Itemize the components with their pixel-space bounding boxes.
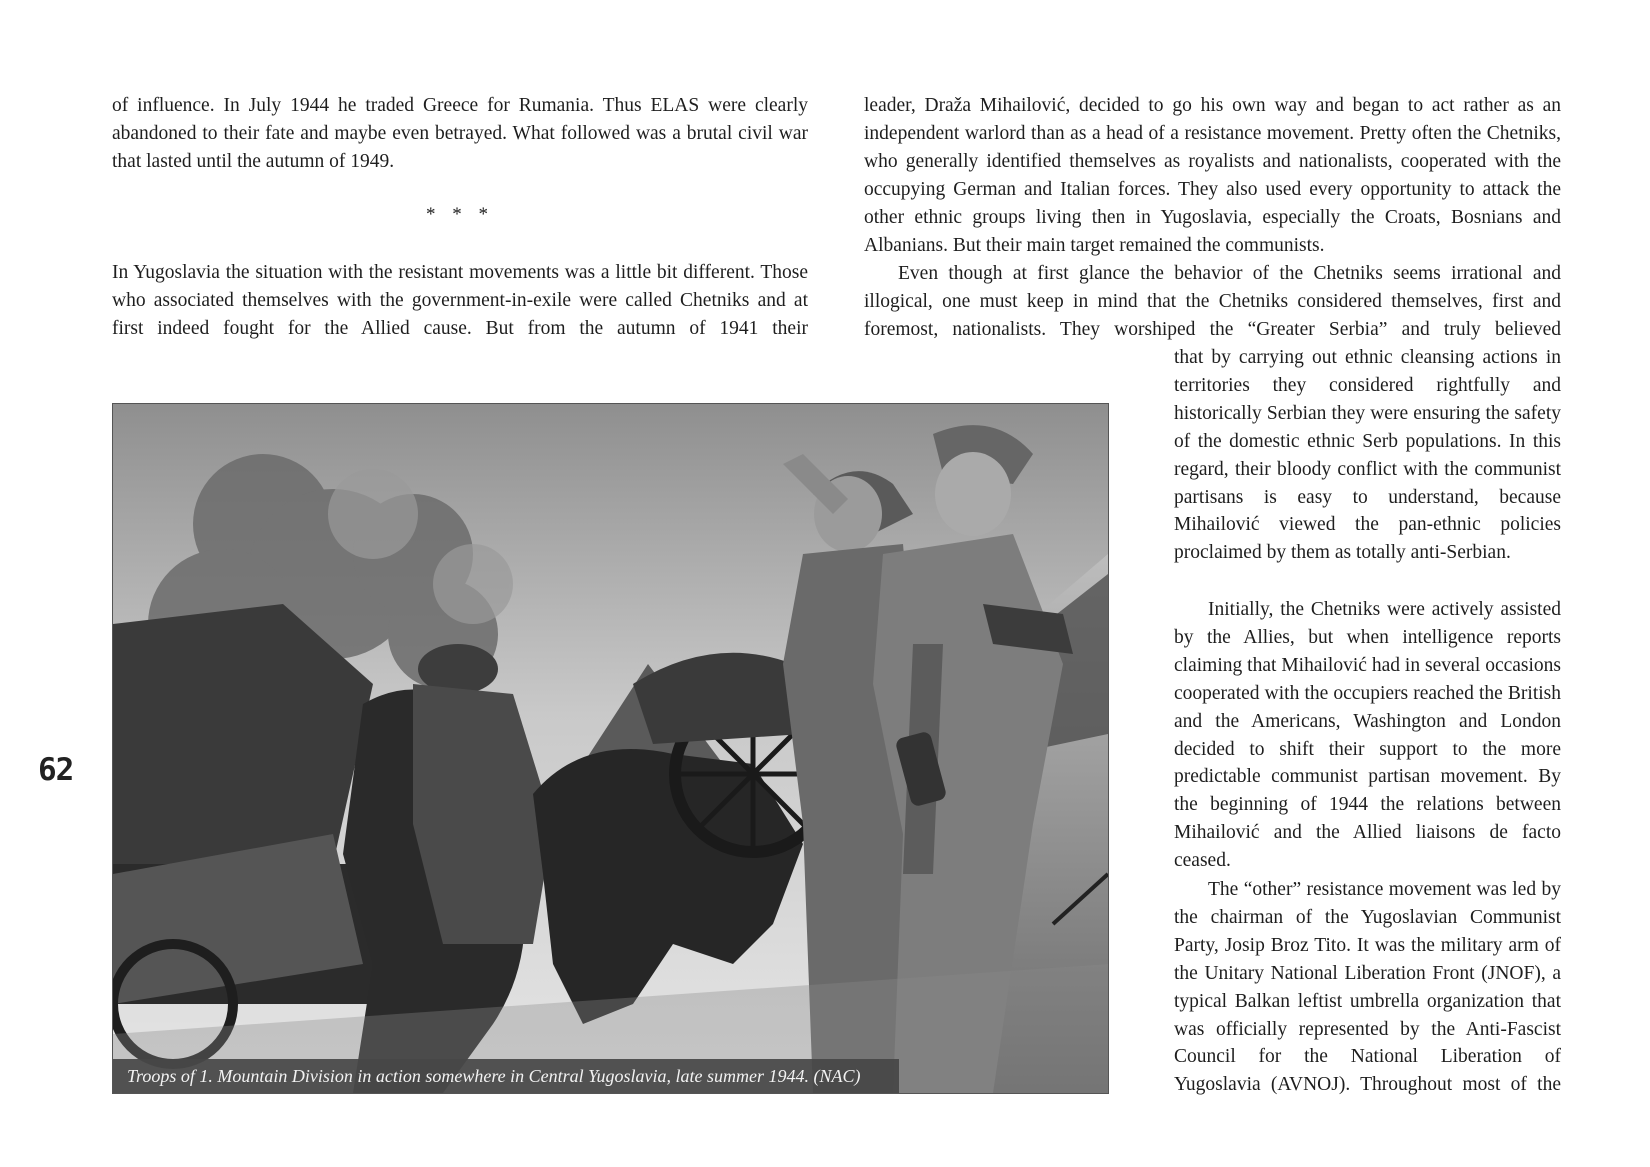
right-paragraph-2: Even though at first glance the behavior of the Chetniks seems irrational and illogical, one must keep in mind that the Chetniks considered themselves, first and foremost, nationalists. They worshiped the “Greater Serbia” and truly believed [864, 263, 1561, 340]
right-paragraph-4: The “other” resistance movement was led by the chairman of the Yugoslavian Communist Party, Josip Broz Tito. It was the military arm of the Unitary National Liberation Front (JNOF), a typical Balkan leftist umbrella organization that was officially represented by the Anti-Fascist Council for the National Liberation of Yugoslavia (AVNOJ). Throughout most of the [1174, 879, 1561, 1096]
right-paragraph-2-continued: that by carrying out ethnic cleansing actions in territories they considered rightfully and historically Serbian they were ensuring the safety of the domestic ethnic Serb populations. In this regard, their bloody conflict with the communist partisans is easy to understand, because Mihailović viewed the pan-ethnic policies proclaimed by them as totally anti-Serbian. [1174, 347, 1561, 564]
right-paragraph-1: leader, Draža Mihailović, decided to go his own way and began to act rather as an independent warlord than as a head of a resistance movement. Pretty often the Chetniks, who generally identified themselves as royalists and nationalists, cooperated with the occupying German and Italian forces. They also used every opportunity to attack the other ethnic groups living then in Yugoslavia, especially the Croats, Bosnians and Albanians. But their main target remained the communists. [864, 95, 1561, 256]
photo-caption: Troops of 1. Mountain Division in action somewhere in Central Yugoslavia, late summer 1944. (NAC) [113, 1059, 899, 1093]
left-paragraph-2: In Yugoslavia the situation with the resistant movements was a little bit different. Those who associated themselves with the government-in-exile were called Chetniks and at first indeed fought for the Allied cause. But from the autumn of 1941 their [112, 262, 808, 339]
left-paragraph-1: of influence. In July 1944 he traded Greece for Rumania. Thus ELAS were clearly abandoned to their fate and maybe even betrayed. What followed was a brutal civil war that lasted until the autumn of 1949. [112, 95, 808, 172]
right-paragraph-3: Initially, the Chetniks were actively assisted by the Allies, but when intelligence reports claiming that Mihailović had in several occasions cooperated with the occupiers reached the British and the Americans, Washington and London decided to shift their support to the more predictable communist partisan movement. By the beginning of 1944 the relations between Mihailović and the Allied liaisons de facto ceased. [1174, 599, 1561, 872]
photo-illustration [113, 404, 1108, 1093]
page-number: 62 [38, 752, 74, 788]
historical-photo [112, 403, 1109, 1094]
section-separator: * * * [426, 204, 494, 225]
